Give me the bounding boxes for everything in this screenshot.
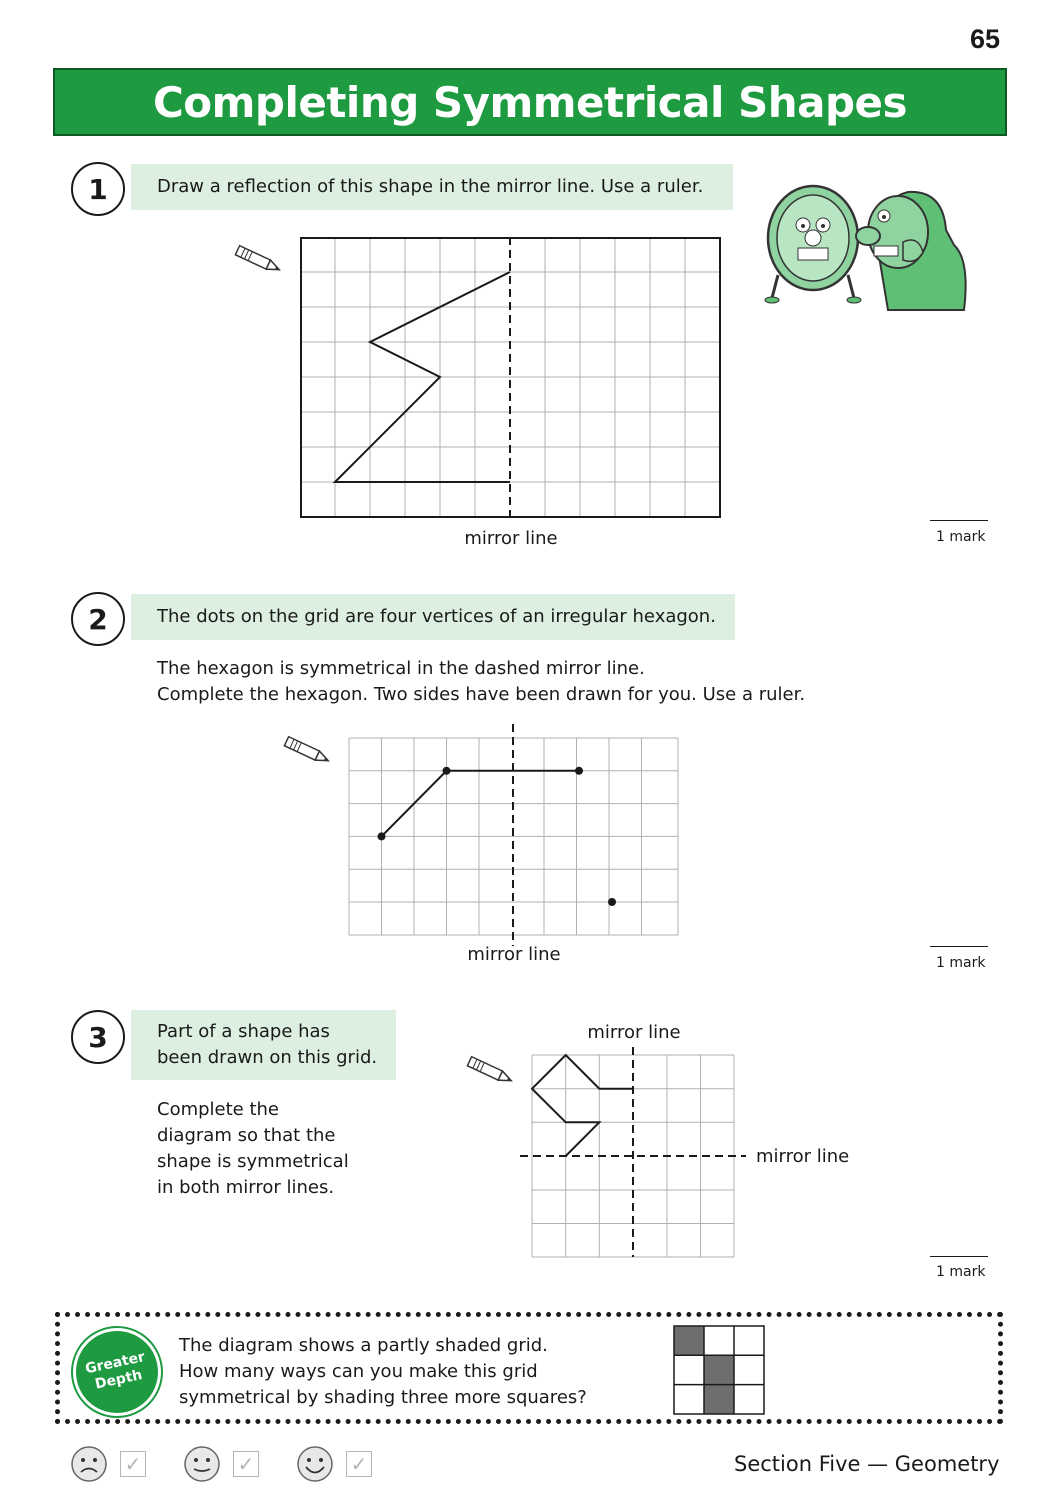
question-1-number: 1 [71, 162, 125, 216]
section-footer: Section Five — Geometry [734, 1452, 1000, 1476]
question-2-prompt: The dots on the grid are four vertices of an irregular hexagon. [131, 594, 735, 640]
greater-depth-question: The diagram shows a partly shaded grid. How many ways can you make this grid symmetrical by shading three more squares? [179, 1335, 587, 1408]
vertex-dot [443, 767, 451, 775]
vertex-dot [378, 832, 386, 840]
vertical-mirror-line-label: mirror line [587, 1022, 681, 1043]
neutral-face-icon[interactable] [183, 1445, 221, 1483]
page-number: 65 [969, 24, 1000, 54]
shaded-cell [704, 1385, 734, 1414]
question-1-prompt: Draw a reflection of this shape in the mirror line. Use a ruler. [131, 164, 733, 210]
question-3-prompt: Part of a shape has been drawn on this grid. [131, 1010, 396, 1080]
mark-label: 1 mark [936, 1264, 986, 1280]
mirror-cartoon-icon [758, 180, 970, 320]
tick-box[interactable]: ✓ [120, 1451, 146, 1477]
question-2-instruction-2: Complete the hexagon. Two sides have been drawn for you. Use a ruler. [157, 684, 806, 705]
happy-face-icon[interactable] [296, 1445, 334, 1483]
pencil-icon [236, 244, 292, 274]
pencil-icon [285, 735, 341, 765]
title-banner [53, 68, 1007, 136]
question-1-grid[interactable] [300, 237, 721, 518]
mark-rule [930, 1256, 988, 1257]
vertex-dot [608, 898, 616, 906]
given-shape [532, 1055, 633, 1156]
pencil-icon [468, 1055, 524, 1085]
shaded-cell [704, 1355, 734, 1384]
shaded-grid[interactable] [673, 1325, 765, 1415]
shaded-cell [674, 1326, 704, 1355]
mark-label: 1 mark [936, 955, 986, 971]
mark-label: 1 mark [936, 529, 986, 545]
question-2-number: 2 [71, 592, 125, 646]
tick-box[interactable]: ✓ [233, 1451, 259, 1477]
sad-face-icon[interactable] [70, 1445, 108, 1483]
tick-box[interactable]: ✓ [346, 1451, 372, 1477]
mirror-line-label: mirror line [467, 944, 561, 965]
mark-rule [930, 520, 988, 521]
question-2-grid[interactable] [348, 724, 679, 946]
question-2-instruction-1: The hexagon is symmetrical in the dashed mirror line. [157, 658, 645, 679]
greater-depth-badge: Greater Depth [65, 1320, 169, 1424]
mark-rule [930, 946, 988, 947]
page-title: Completing Symmetrical Shapes [152, 77, 908, 127]
question-3-grid[interactable] [520, 1047, 750, 1259]
question-3-number: 3 [71, 1010, 125, 1064]
mirror-line-label: mirror line [464, 528, 558, 549]
question-3-instructions: Complete the diagram so that the shape is symmetrical in both mirror lines. [157, 1099, 349, 1198]
horizontal-mirror-line-label: mirror line [756, 1146, 850, 1167]
vertex-dot [575, 767, 583, 775]
